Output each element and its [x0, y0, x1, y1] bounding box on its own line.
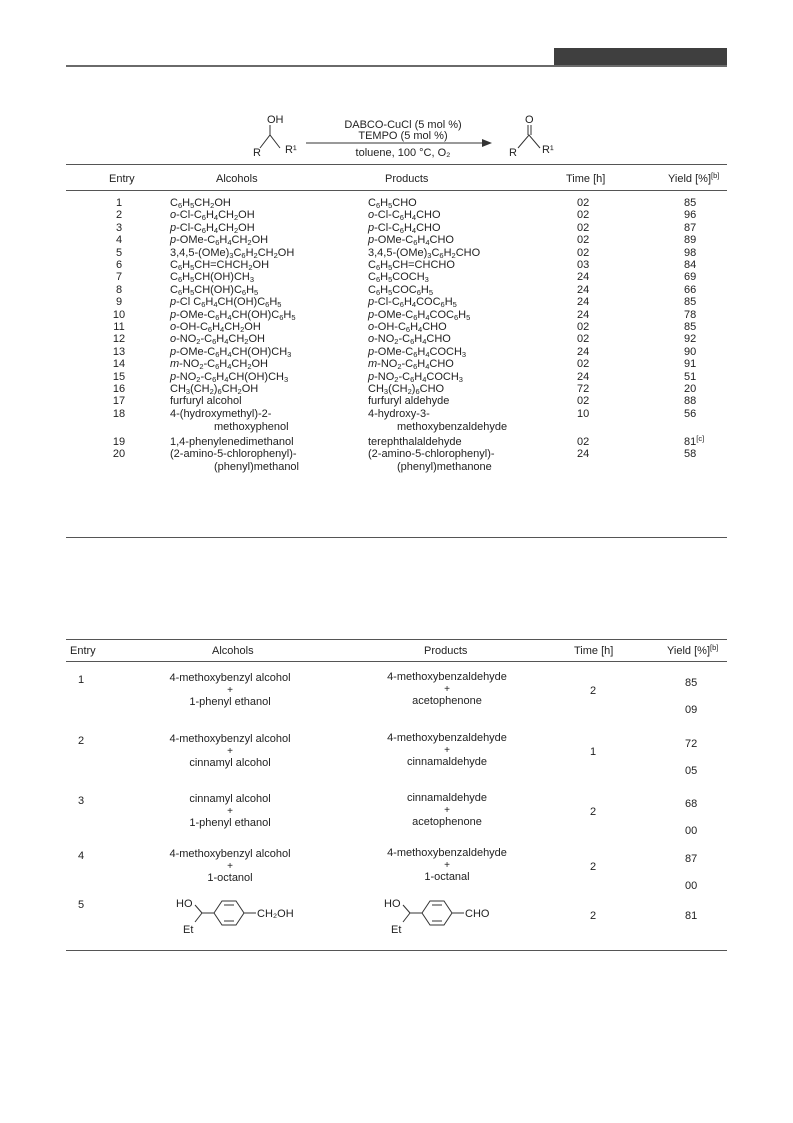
- table-row-yield: 58: [684, 448, 697, 461]
- table-row-time: 1: [590, 746, 597, 758]
- table-row-yield: 56: [684, 407, 697, 420]
- table-row-alcohol: $C_6H_5CH(OH)CH_3$: [170, 271, 255, 285]
- table-row-alcohol: 4-(hydroxymethyl)-2-: [170, 407, 272, 420]
- table-row-product-prod_b: acetophenone: [412, 816, 482, 828]
- table-row-entry: 11: [113, 321, 125, 333]
- table-row-product: (2-amino-5-chlorophenyl)-: [368, 448, 495, 461]
- t2-header-entry: Entry: [70, 645, 96, 657]
- table-row-alcohol: 1,4-phenylenedimethanol: [170, 435, 294, 448]
- table-row-product-plus: +: [444, 860, 450, 871]
- condition-solvent: toluene, 100 °C, O₂: [355, 147, 451, 159]
- table-row-alcohol: furfuryl alcohol: [170, 395, 242, 408]
- table-row-alcohol: $C_6H_5CH(OH)C_6H_5$: [170, 283, 259, 297]
- table-row-yield-a: 85: [685, 677, 698, 689]
- t2-row5-alc-substituent: CH₂OH: [257, 908, 294, 920]
- table-row-alcohol: $p-OMe-C_6H_4CH(OH)C_6H_5$: [170, 308, 296, 322]
- table-row-time: 02: [577, 234, 590, 247]
- table-row-alcohol: $m-NO_2-C_6H_4CH_2OH$: [170, 358, 268, 372]
- table-row-alcohol-alc_a: 4-methoxybenzyl alcohol: [169, 733, 291, 745]
- table-row-entry: 16: [112, 383, 126, 395]
- table-row-time: 24: [577, 448, 590, 461]
- t1-header-yield: Yield [%][b]: [668, 171, 720, 185]
- table-row-yield: 85: [684, 296, 697, 309]
- table-row-entry: 14: [112, 358, 126, 371]
- t2-row5-prod-substituent: CHO: [465, 908, 490, 920]
- table-row-product-plus: +: [444, 805, 450, 816]
- table1-bottom-rule: [66, 537, 727, 538]
- table2-top-rule: [66, 639, 727, 640]
- table-row-product: $p-OMe-C_6H_4COC_6H_5$: [368, 308, 471, 322]
- table-row-entry: 15: [112, 370, 126, 383]
- table-row-yield: 85: [684, 197, 697, 209]
- table-row-product-prod_a: cinnamaldehyde: [406, 792, 488, 804]
- table-row-product: $C_6H_5COC_6H_5$: [368, 283, 433, 297]
- header-bar: [554, 48, 727, 66]
- table-row-product: terephthalaldehyde: [368, 435, 462, 448]
- table-row-product: $o-Cl-C_6H_4CHO$: [368, 209, 441, 223]
- table-row-time: 72: [577, 383, 590, 395]
- table-row-alcohol-alc_b: cinnamyl alcohol: [189, 757, 271, 769]
- table-row-product: $p-OMe-C_6H_4COCH_3$: [368, 345, 467, 359]
- table-row-alcohol: $p-OMe-C_6H_4CH(OH)CH_3$: [170, 345, 292, 359]
- t1-header-alcohols: Alcohols: [216, 173, 258, 185]
- t2-row5-prod-et: Et: [391, 924, 402, 936]
- table-row-alcohol: $CH_3(CH_2)_6CH_2OH$: [170, 383, 259, 396]
- table-row-yield-b: 09: [685, 704, 698, 716]
- table-row-product: $p-NO_2-C_6H_4COCH_3$: [368, 370, 463, 384]
- table-row-time: 02: [577, 435, 590, 448]
- table-row-time: 02: [577, 321, 590, 333]
- t2-row5-yield: 81: [685, 910, 698, 922]
- table-row-time: 24: [577, 345, 590, 358]
- table-row-yield: 51: [684, 370, 697, 383]
- table-row-product: $C_6H_5COCH_3$: [368, 271, 429, 285]
- table-row-product-plus: +: [444, 684, 450, 695]
- table-row-time: 02: [577, 395, 590, 408]
- table-row-alcohol: $C_6H_5CH_2OH$: [170, 197, 231, 210]
- table-row-alcohol-alc_a: 4-methoxybenzyl alcohol: [169, 848, 291, 860]
- table-row-time: 10: [577, 407, 590, 420]
- t2-row5-time: 2: [590, 910, 597, 922]
- table-row-time: 2: [590, 685, 597, 697]
- table-row-entry: 7: [115, 271, 123, 284]
- table-row-entry: 3: [115, 221, 123, 234]
- table-row-entry: 5: [115, 246, 123, 259]
- table-row-product: $p-Cl-C_6H_4CHO$: [368, 221, 441, 235]
- table-row-product: $o-OH-C_6H_4CHO$: [368, 321, 447, 334]
- table-row-time: 02: [577, 197, 590, 209]
- table-row-product: $3,4,5-(OMe)_3C_6H_2CHO$: [368, 246, 481, 260]
- table-row-yield-b: 00: [685, 825, 698, 837]
- table-row-product: $C_6H_5CH=CHCHO$: [368, 259, 455, 272]
- table-row-product-cont: (phenyl)methanone: [397, 461, 492, 474]
- table-row-yield: 96: [684, 209, 697, 222]
- table-row-entry: 4: [115, 234, 123, 247]
- table-row-yield: 90: [684, 345, 697, 358]
- table-row-yield-a: 72: [685, 738, 698, 750]
- table-row-entry: 12: [112, 333, 126, 346]
- table-row-yield: 84: [684, 259, 697, 271]
- table-row-alcohol: $o-OH-C_6H_4CH_2OH$: [170, 321, 261, 334]
- table-row-entry: 3: [78, 795, 85, 807]
- condition-tempo: TEMPO (5 mol %): [358, 130, 448, 142]
- table-row-alcohol-alc_b: 1-octanol: [207, 872, 253, 884]
- table2-header-rule: [66, 661, 727, 662]
- table-row-entry: 17: [112, 395, 126, 408]
- table-row-product: furfuryl aldehyde: [368, 395, 450, 408]
- table-row-product-prod_a: 4-methoxybenzaldehyde: [387, 847, 507, 859]
- table-row-alcohol-alc_b: 1-phenyl ethanol: [189, 817, 271, 829]
- table-row-entry: 6: [115, 259, 123, 271]
- table-row-entry: 4: [78, 850, 85, 862]
- table-row-time: 02: [577, 209, 590, 222]
- table-row-product: $C_6H_5CHO$: [368, 197, 417, 210]
- table-row-time: 24: [577, 308, 590, 321]
- table-row-time: 24: [577, 271, 590, 284]
- t1-header-time: Time [h]: [566, 173, 606, 185]
- table-row-entry: 20: [112, 448, 126, 461]
- table-row-yield: 91: [684, 358, 697, 371]
- table-row-product-plus: +: [444, 745, 450, 756]
- table-row-entry: 2: [78, 735, 85, 747]
- table-row-entry: 19: [112, 435, 126, 448]
- table-row-product: $p-Cl-C_6H_4COC_6H_5$: [368, 296, 457, 310]
- table-row-alcohol: $p-NO_2-C_6H_4CH(OH)CH_3$: [170, 370, 289, 384]
- table-row-product: $p-OMe-C_6H_4CHO$: [368, 234, 454, 248]
- table-row-alcohol-plus: +: [227, 685, 233, 696]
- table-row-alcohol: $C_6H_5CH=CHCH_2OH$: [170, 259, 270, 272]
- product-o-label: O: [525, 114, 534, 126]
- t2-header-time: Time [h]: [574, 645, 614, 657]
- product-r-label: R: [509, 147, 517, 159]
- table-row-yield: 81[c]: [684, 433, 705, 448]
- table-row-time: 02: [577, 246, 590, 259]
- t2-header-yield: Yield [%][b]: [667, 643, 719, 657]
- table-row-product-prod_a: 4-methoxybenzaldehyde: [387, 732, 507, 744]
- table2-bottom-rule: [66, 950, 727, 951]
- table-row-yield: 85: [684, 321, 697, 333]
- table-row-product-prod_b: cinnamaldehyde: [406, 756, 488, 768]
- table-row-yield: 20: [684, 383, 697, 395]
- table-row-alcohol-alc_b: 1-phenyl ethanol: [189, 696, 271, 708]
- table-row-alcohol: $o-Cl-C_6H_4CH_2OH$: [170, 209, 255, 223]
- t2-row5-alc-et: Et: [183, 924, 194, 936]
- table-row-yield: 92: [684, 333, 697, 346]
- t1-header-entry: Entry: [109, 173, 135, 185]
- table-row-entry: 2: [115, 209, 123, 222]
- table-row-time: 24: [577, 370, 590, 383]
- table-row-alcohol: $p-Cl-C_6H_4CH_2OH$: [170, 221, 255, 235]
- table-row-time: 2: [590, 861, 597, 873]
- table-row-yield: 88: [684, 395, 697, 408]
- table-row-time: 03: [577, 259, 590, 271]
- table-row-alcohol-cont: methoxyphenol: [214, 420, 289, 433]
- table-row-alcohol: p-Cl $C_6H_4CH(OH)C_6H_5$: [170, 296, 282, 310]
- table-row-yield-b: 05: [685, 765, 698, 777]
- t2-header-products: Products: [424, 645, 468, 657]
- header-rule: [66, 65, 727, 67]
- reactant-r1-label: R¹: [285, 144, 297, 156]
- table-row-alcohol-plus: +: [227, 746, 233, 757]
- table-row-product-prod_a: 4-methoxybenzaldehyde: [387, 671, 507, 683]
- table-row-alcohol-alc_a: cinnamyl alcohol: [189, 793, 271, 805]
- table-row-alcohol: $3,4,5-(OMe)_3C_6H_2CH_2OH$: [170, 246, 295, 260]
- t2-row5-alc-ho: HO: [176, 898, 193, 910]
- table-row-entry: 9: [115, 296, 123, 309]
- table-row-yield: 66: [684, 283, 697, 296]
- t2-header-alcohols: Alcohols: [212, 645, 254, 657]
- table1-top-rule: [66, 164, 727, 165]
- t1-header-products: Products: [385, 173, 429, 185]
- product-structure: [510, 118, 570, 158]
- table-row-entry: 18: [112, 407, 126, 420]
- table-row-product-cont: methoxybenzaldehyde: [397, 420, 508, 433]
- table-row-alcohol: $p-OMe-C_6H_4CH_2OH$: [170, 234, 269, 248]
- condition-catalyst: DABCO-CuCl (5 mol %): [344, 119, 462, 131]
- t2-row5-entry: 5: [78, 899, 85, 911]
- table-row-time: 24: [577, 283, 590, 296]
- table-row-alcohol: $o-NO_2-C_6H_4CH_2OH$: [170, 333, 265, 347]
- table-row-entry: 8: [115, 283, 123, 296]
- table-row-yield: 98: [684, 246, 697, 259]
- table-row-entry: 1: [115, 197, 123, 209]
- table-row-yield-a: 87: [685, 853, 698, 865]
- reactant-oh-label: OH: [267, 114, 284, 126]
- table-row-product: $CH_3(CH_2)_6CHO$: [368, 383, 445, 396]
- table-row-time: 02: [577, 333, 590, 346]
- table-row-product: $o-NO_2-C_6H_4CHO$: [368, 333, 451, 347]
- table-row-yield-a: 68: [685, 798, 698, 810]
- table-row-entry: 13: [112, 345, 126, 358]
- table-row-yield: 78: [684, 308, 697, 321]
- table-row-yield: 69: [684, 271, 697, 284]
- table-row-alcohol-cont: (phenyl)methanol: [214, 461, 299, 474]
- product-r1-label: R¹: [542, 144, 554, 156]
- table-row-time: 24: [577, 296, 590, 309]
- table-row-alcohol-alc_a: 4-methoxybenzyl alcohol: [169, 672, 291, 684]
- table-row-yield: 89: [684, 234, 697, 247]
- table-row-time: 2: [590, 806, 597, 818]
- table-row-alcohol-plus: +: [227, 861, 233, 872]
- reactant-r-label: R: [253, 147, 261, 159]
- table-row-product-prod_b: acetophenone: [412, 695, 482, 707]
- table-row-alcohol-plus: +: [227, 806, 233, 817]
- t2-row5-prod-ho: HO: [384, 898, 401, 910]
- table1-header-rule: [66, 190, 727, 191]
- table-row-product: 4-hydroxy-3-: [368, 407, 430, 420]
- table-row-time: 02: [577, 221, 590, 234]
- table-row-entry: 10: [112, 308, 126, 321]
- table-row-alcohol: (2-amino-5-chlorophenyl)-: [170, 448, 297, 461]
- table-row-time: 02: [577, 358, 590, 371]
- table-row-product: $m-NO_2-C_6H_4CHO$: [368, 358, 454, 372]
- table-row-yield-b: 00: [685, 880, 698, 892]
- table-row-product-prod_b: 1-octanal: [424, 871, 470, 883]
- table-row-entry: 1: [78, 674, 85, 686]
- table-row-yield: 87: [684, 221, 697, 234]
